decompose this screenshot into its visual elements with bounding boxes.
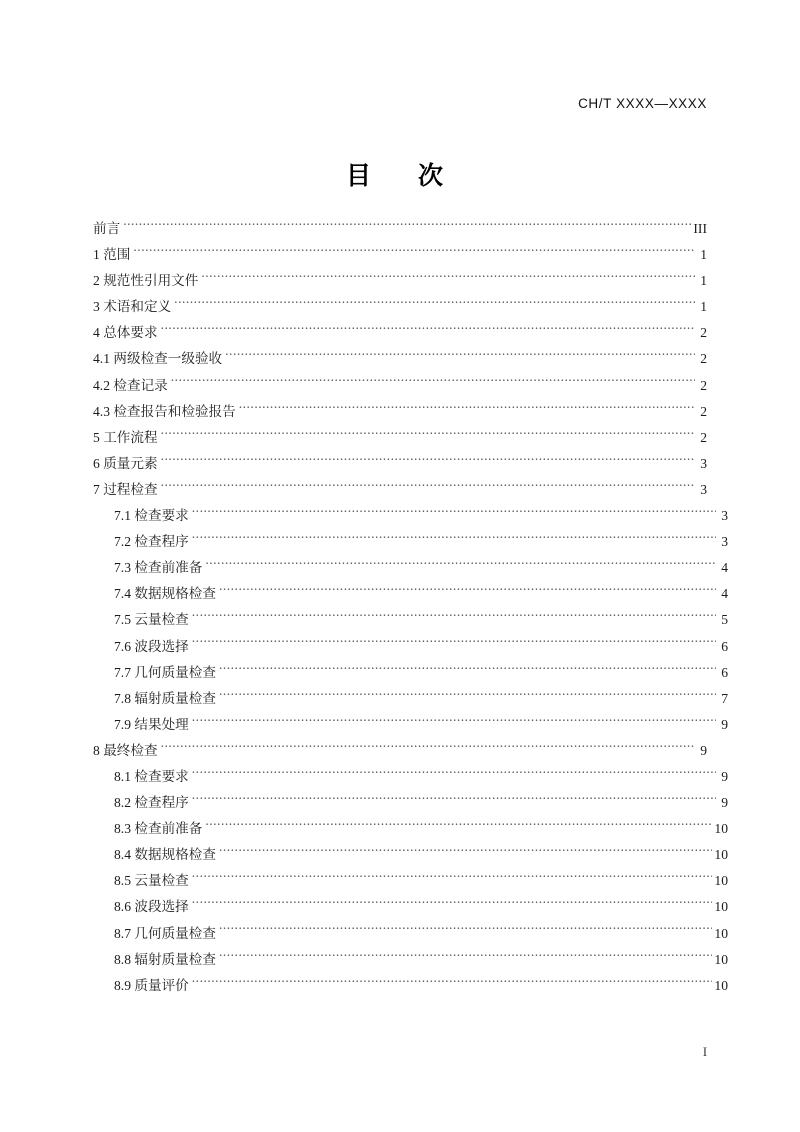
- toc-entry-page-number: 6: [721, 638, 728, 654]
- table-of-contents: [93, 216, 728, 999]
- toc-leader-dots: [174, 298, 695, 311]
- toc-entry-label: 3 术语和定义: [93, 299, 172, 315]
- toc-entry-label: 8.6 波段选择: [114, 899, 189, 915]
- toc-entry[interactable]: [93, 425, 707, 451]
- standard-code-header: CH/T XXXX—XXXX: [578, 96, 707, 111]
- toc-entry-label: 4.2 检查记录: [93, 377, 168, 393]
- toc-leader-dots: [192, 794, 716, 807]
- toc-leader-dots: [205, 820, 712, 833]
- toc-entry-page-number: 1: [700, 247, 707, 263]
- toc-leader-dots: [192, 611, 716, 624]
- toc-entry[interactable]: [93, 686, 728, 712]
- toc-entry-label: 4.3 检查报告和检验报告: [93, 403, 236, 419]
- toc-entry-page-number: 9: [700, 742, 707, 758]
- toc-entry-label: 4.1 两级检查一级验收: [93, 351, 223, 367]
- toc-leader-dots: [161, 429, 695, 442]
- toc-leader-dots: [171, 377, 695, 390]
- toc-entry-page-number: 1: [700, 299, 707, 315]
- toc-entry[interactable]: [93, 581, 728, 607]
- toc-entry[interactable]: [93, 842, 728, 868]
- toc-entry[interactable]: [93, 216, 707, 242]
- toc-leader-dots: [192, 638, 716, 651]
- toc-entry-label: 5 工作流程: [93, 429, 158, 445]
- toc-entry-page-number: 4: [721, 586, 728, 602]
- toc-entry-label: 7.7 几何质量检查: [114, 664, 216, 680]
- toc-entry-page-number: 10: [714, 821, 728, 837]
- toc-entry[interactable]: [93, 268, 707, 294]
- toc-leader-dots: [192, 507, 716, 520]
- toc-entry-page-number: 4: [721, 560, 728, 576]
- toc-entry[interactable]: [93, 242, 707, 268]
- toc-entry-page-number: 10: [714, 899, 728, 915]
- toc-entry-page-number: 2: [700, 325, 707, 341]
- toc-entry-page-number: 9: [721, 716, 728, 732]
- toc-entry-label: 8.2 检查程序: [114, 795, 189, 811]
- toc-entry-label: 7.8 辐射质量检查: [114, 690, 216, 706]
- toc-leader-dots: [161, 742, 695, 755]
- toc-entry[interactable]: [93, 451, 707, 477]
- toc-leader-dots: [192, 768, 716, 781]
- toc-entry-page-number: 10: [714, 977, 728, 993]
- toc-entry-label: 6 质量元素: [93, 455, 158, 471]
- toc-entry-label: 8.3 检查前准备: [114, 821, 203, 837]
- toc-entry-page-number: 10: [714, 951, 728, 967]
- toc-entry-label: 4 总体要求: [93, 325, 158, 341]
- toc-entry-page-number: 1: [700, 273, 707, 289]
- toc-entry-label: 7.9 结果处理: [114, 716, 189, 732]
- toc-entry-label: 8.8 辐射质量检查: [114, 951, 216, 967]
- toc-entry[interactable]: [93, 634, 728, 660]
- toc-entry-page-number: 7: [721, 690, 728, 706]
- toc-entry-page-number: 10: [714, 873, 728, 889]
- toc-leader-dots: [161, 481, 695, 494]
- toc-entry-page-number: 3: [700, 455, 707, 471]
- toc-entry[interactable]: [93, 894, 728, 920]
- toc-entry-label: 7.4 数据规格检查: [114, 586, 216, 602]
- toc-entry-page-number: 9: [721, 795, 728, 811]
- toc-entry[interactable]: [93, 503, 728, 529]
- toc-leader-dots: [239, 403, 695, 416]
- toc-entry[interactable]: [93, 555, 728, 581]
- toc-entry[interactable]: [93, 399, 707, 425]
- toc-entry[interactable]: [93, 529, 728, 555]
- footer-page-number: I: [702, 1045, 707, 1059]
- toc-entry-label: 1 范围: [93, 247, 131, 263]
- toc-entry-label: 7 过程检查: [93, 481, 158, 497]
- toc-leader-dots: [219, 951, 712, 964]
- toc-entry[interactable]: [93, 868, 728, 894]
- toc-entry-label: 2 规范性引用文件: [93, 273, 199, 289]
- toc-entry-page-number: 2: [700, 403, 707, 419]
- toc-entry-label: 8.5 云量检查: [114, 873, 189, 889]
- toc-entry[interactable]: [93, 712, 728, 738]
- toc-entry-page-number: 3: [721, 508, 728, 524]
- toc-leader-dots: [192, 533, 716, 546]
- toc-entry[interactable]: [93, 346, 707, 372]
- toc-leader-dots: [192, 872, 713, 885]
- toc-entry[interactable]: [93, 921, 728, 947]
- toc-leader-dots: [133, 246, 695, 259]
- toc-leader-dots: [219, 925, 712, 938]
- toc-entry[interactable]: [93, 320, 707, 346]
- toc-entry-page-number: 9: [721, 768, 728, 784]
- toc-entry-page-number: 3: [700, 481, 707, 497]
- toc-entry-label: 前言: [93, 221, 121, 236]
- toc-entry-page-number: 2: [700, 377, 707, 393]
- toc-entry-page-number: 6: [721, 664, 728, 680]
- toc-entry-label: 7.1 检查要求: [114, 508, 189, 524]
- toc-leader-dots: [225, 350, 695, 363]
- toc-entry-label: 8.4 数据规格检查: [114, 847, 216, 863]
- toc-leader-dots: [219, 846, 712, 859]
- toc-entry-page-number: 10: [714, 847, 728, 863]
- toc-leader-dots: [205, 559, 716, 572]
- toc-leader-dots: [123, 220, 691, 233]
- toc-leader-dots: [201, 272, 695, 285]
- toc-entry[interactable]: [93, 764, 728, 790]
- toc-entry[interactable]: [93, 294, 707, 320]
- toc-leader-dots: [192, 716, 716, 729]
- toc-entry[interactable]: [93, 816, 728, 842]
- toc-entry-page-number: 5: [721, 612, 728, 628]
- toc-entry[interactable]: [93, 947, 728, 973]
- toc-entry-label: 8.1 检查要求: [114, 768, 189, 784]
- toc-entry-page-number: 10: [714, 925, 728, 941]
- toc-entry-label: 7.5 云量检查: [114, 612, 189, 628]
- toc-leader-dots: [219, 585, 716, 598]
- toc-entry-label: 8 最终检查: [93, 742, 158, 758]
- toc-entry-label: 7.2 检查程序: [114, 534, 189, 550]
- toc-entry[interactable]: [93, 373, 707, 399]
- toc-entry-label: 8.7 几何质量检查: [114, 925, 216, 941]
- toc-entry-page-number: III: [693, 221, 707, 236]
- toc-leader-dots: [219, 664, 716, 677]
- toc-entry-page-number: 3: [721, 534, 728, 550]
- toc-entry-label: 8.9 质量评价: [114, 977, 189, 993]
- toc-entry-label: 7.6 波段选择: [114, 638, 189, 654]
- toc-leader-dots: [219, 690, 716, 703]
- toc-entry-label: 7.3 检查前准备: [114, 560, 203, 576]
- toc-entry-page-number: 2: [700, 429, 707, 445]
- toc-leader-dots: [192, 977, 713, 990]
- toc-entry-page-number: 2: [700, 351, 707, 367]
- toc-leader-dots: [161, 455, 695, 468]
- toc-leader-dots: [161, 324, 695, 337]
- toc-entry[interactable]: [93, 973, 728, 999]
- toc-leader-dots: [192, 898, 713, 911]
- toc-entry[interactable]: [93, 477, 707, 503]
- toc-entry[interactable]: [93, 660, 728, 686]
- toc-entry[interactable]: [93, 738, 707, 764]
- page-title: 目 次: [345, 161, 454, 190]
- toc-entry[interactable]: [93, 607, 728, 633]
- toc-entry[interactable]: [93, 790, 728, 816]
